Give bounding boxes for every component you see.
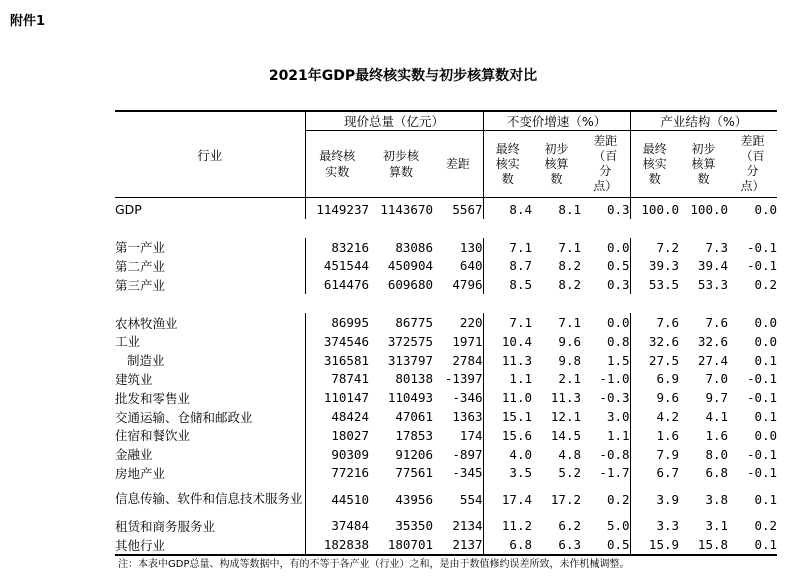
row-value-cell: 6.9 — [630, 370, 679, 389]
row-value-cell: 0.0 — [606, 315, 630, 331]
row-value-cell: 1.1 — [606, 427, 630, 443]
row-value-cell: 15.6 — [483, 426, 532, 445]
row-value-cell: 451544 — [305, 257, 369, 276]
row-value-cell: 130 — [459, 239, 483, 255]
row-value-cell: 0.2 — [606, 491, 630, 507]
row-value-cell: 77216 — [305, 464, 369, 483]
row-value-cell: 100.0 — [630, 198, 679, 219]
row-value-cell: 35350 — [395, 518, 433, 534]
row-value-cell: 32.6 — [630, 332, 679, 351]
row-value-cell: 0.5 — [606, 258, 630, 274]
gdp-comparison-table — [115, 110, 777, 556]
table-row — [115, 275, 777, 294]
attachment-label: 附件1 — [10, 14, 46, 29]
row-value-cell: 450904 — [387, 258, 433, 274]
row-value-cell: 1149237 — [305, 198, 369, 219]
row-value-cell: -897 — [452, 446, 483, 462]
row-value-cell: -0.3 — [599, 390, 630, 406]
row-value-cell: 8.2 — [558, 258, 581, 274]
row-value-cell: 110493 — [387, 390, 433, 406]
row-value-cell: 86775 — [395, 315, 433, 331]
row-value-cell: 17853 — [395, 427, 433, 443]
row-value-cell: 2784 — [452, 352, 483, 368]
row-industry-name: 第二产业 — [115, 258, 166, 274]
row-value-cell: 39.3 — [630, 257, 679, 276]
row-value-cell: 374546 — [305, 332, 369, 351]
row-industry-name: 制造业 — [127, 353, 165, 369]
row-value-cell: 77561 — [395, 465, 433, 481]
row-industry-name: 房地产业 — [115, 465, 166, 481]
row-value-cell: 1971 — [452, 333, 483, 349]
table-row — [115, 370, 777, 389]
row-value-cell: 44510 — [305, 482, 369, 516]
row-value-cell: 47061 — [395, 409, 433, 425]
row-value-cell: 53.3 — [697, 277, 729, 293]
row-value-cell: 182838 — [305, 535, 369, 555]
row-value-cell: 0.0 — [754, 427, 778, 443]
row-value-cell: 554 — [459, 491, 483, 507]
row-value-cell: 78741 — [305, 370, 369, 389]
row-value-cell: 8.1 — [558, 201, 581, 217]
row-value-cell: 9.8 — [558, 352, 581, 368]
row-value-cell: 37484 — [305, 516, 369, 535]
table-row — [115, 198, 777, 219]
table-body — [115, 198, 777, 555]
row-value-cell: 8.7 — [483, 257, 532, 276]
row-value-cell: 6.2 — [558, 518, 581, 534]
row-value-cell: 313797 — [387, 352, 433, 368]
row-value-cell: 3.5 — [483, 464, 532, 483]
row-value-cell: -0.1 — [746, 239, 778, 255]
header-group-structure: 产业结构（%） — [630, 111, 777, 131]
table-row — [115, 426, 777, 445]
row-value-cell: -0.1 — [746, 465, 778, 481]
row-value-cell: 2.1 — [558, 371, 581, 387]
header-value-diff: 差距 — [445, 157, 470, 171]
table-row — [115, 407, 777, 426]
row-value-cell: 11.3 — [550, 390, 581, 406]
row-value-cell: 14.5 — [550, 427, 581, 443]
row-value-cell: 10.4 — [483, 332, 532, 351]
row-value-cell: 4796 — [452, 277, 483, 293]
row-value-cell: 0.2 — [754, 277, 778, 293]
row-industry-name: 工业 — [115, 334, 141, 350]
row-value-cell: 0.1 — [728, 535, 777, 555]
row-value-cell: 8.4 — [483, 198, 532, 219]
row-value-cell: 86995 — [305, 313, 369, 332]
header-value-prelim: 初步核算数 — [382, 149, 419, 179]
row-value-cell: 7.1 — [558, 315, 581, 331]
row-value-cell: 614476 — [305, 275, 369, 294]
row-industry-name: 第三产业 — [115, 277, 166, 293]
table-row — [115, 388, 777, 407]
row-value-cell: 11.0 — [483, 388, 532, 407]
row-value-cell: 15.1 — [483, 407, 532, 426]
row-value-cell: 7.0 — [705, 371, 729, 387]
row-value-cell: 6.8 — [483, 535, 532, 555]
row-value-cell: 15.8 — [679, 535, 728, 555]
row-value-cell: 5.0 — [606, 518, 630, 534]
row-value-cell: 0.8 — [606, 333, 630, 349]
row-value-cell: 8.5 — [483, 275, 532, 294]
table-row — [115, 313, 777, 332]
row-value-cell: 32.6 — [697, 333, 729, 349]
row-industry-name: 批发和零售业 — [115, 390, 191, 406]
row-value-cell: 3.3 — [630, 516, 679, 535]
row-value-cell: -346 — [452, 390, 483, 406]
row-value-cell: 0.3 — [606, 201, 630, 217]
row-value-cell: -345 — [452, 465, 483, 481]
row-value-cell: 0.0 — [754, 333, 778, 349]
row-value-cell: 0.1 — [754, 491, 778, 507]
row-value-cell: 6.3 — [532, 535, 581, 555]
row-value-cell: 9.6 — [630, 388, 679, 407]
row-value-cell: 1.1 — [483, 370, 532, 389]
row-value-cell: 91206 — [395, 446, 433, 462]
header-growth-diff: 差距（百分点） — [593, 134, 618, 193]
row-industry-name: 建筑业 — [115, 371, 153, 387]
row-value-cell: 316581 — [305, 351, 369, 370]
table-row — [115, 332, 777, 351]
row-industry-name: 住宿和餐饮业 — [115, 428, 191, 444]
header-group-growth: 不变价增速（%） — [483, 111, 630, 131]
row-industry-name: GDP — [115, 201, 142, 217]
row-value-cell: 3.1 — [705, 518, 729, 534]
table-row — [115, 535, 777, 555]
row-value-cell: -1.7 — [599, 465, 630, 481]
row-value-cell: 90309 — [305, 445, 369, 464]
table-row — [115, 516, 777, 535]
table-row — [115, 445, 777, 464]
table-row — [115, 238, 777, 257]
row-value-cell: 7.9 — [630, 445, 679, 464]
row-value-cell: 11.2 — [483, 516, 532, 535]
row-value-cell: 8.2 — [558, 277, 581, 293]
spacer-cell — [115, 219, 777, 238]
row-value-cell: 0.1 — [754, 352, 778, 368]
header-structure-diff: 差距（百分点） — [740, 134, 765, 193]
header-group-value: 现价总量（亿元） — [305, 111, 483, 131]
row-industry-name: 租赁和商务服务业 — [115, 518, 216, 534]
row-value-cell: 0.1 — [754, 409, 778, 425]
spacer-row — [115, 219, 777, 238]
row-value-cell: 5567 — [452, 201, 483, 217]
spacer-row — [115, 294, 777, 313]
row-value-cell: 4.0 — [483, 445, 532, 464]
row-industry-name: 金融业 — [115, 447, 153, 463]
row-value-cell: 1.6 — [630, 426, 679, 445]
row-value-cell: 609680 — [387, 277, 433, 293]
row-industry-name: 交通运输、仓储和邮政业 — [115, 409, 253, 425]
row-value-cell: 53.5 — [630, 275, 679, 294]
header-structure-final: 最终核实数 — [642, 141, 667, 186]
row-value-cell: 7.6 — [630, 313, 679, 332]
row-value-cell: 180701 — [369, 535, 433, 555]
row-value-cell: 6.8 — [705, 465, 729, 481]
row-value-cell: 80138 — [395, 371, 433, 387]
row-value-cell: 110147 — [305, 388, 369, 407]
row-value-cell: -0.1 — [746, 390, 778, 406]
row-value-cell: 1.5 — [606, 352, 630, 368]
row-value-cell: 1363 — [452, 409, 483, 425]
row-value-cell: 3.9 — [630, 482, 679, 516]
row-value-cell: 5.2 — [558, 465, 581, 481]
table-row — [115, 257, 777, 276]
row-value-cell: 27.4 — [697, 352, 729, 368]
row-industry-name: 第一产业 — [115, 240, 166, 256]
row-value-cell: 7.2 — [630, 238, 679, 257]
row-value-cell: 3.0 — [606, 409, 630, 425]
row-value-cell: 12.1 — [550, 409, 581, 425]
row-value-cell: 7.3 — [705, 239, 729, 255]
row-value-cell: 6.7 — [630, 464, 679, 483]
row-industry-name: 信息传输、软件和信息技术服务业 — [115, 491, 303, 507]
row-value-cell: 9.6 — [558, 333, 581, 349]
spacer-cell — [115, 294, 777, 313]
row-value-cell: 0.3 — [606, 277, 630, 293]
row-value-cell: 18027 — [305, 426, 369, 445]
header-value-final: 最终核实数 — [319, 149, 356, 179]
table-row — [115, 464, 777, 483]
header-industry: 行业 — [115, 111, 305, 198]
row-value-cell: 174 — [459, 427, 483, 443]
row-value-cell: -0.1 — [746, 446, 778, 462]
row-value-cell: -0.8 — [599, 446, 630, 462]
row-value-cell: 2137 — [433, 535, 483, 555]
row-value-cell: 15.9 — [630, 535, 679, 555]
footnote: 注：本表中GDP总量、构成等数据中，有的不等于各产业（行业）之和，是由于数值修约误差所致，未作机械调整。 — [118, 559, 630, 570]
row-value-cell: -0.1 — [746, 258, 778, 274]
row-value-cell: 640 — [459, 258, 483, 274]
table-title: 2021年GDP最终核实数与初步核算数对比 — [268, 68, 538, 84]
row-value-cell: 0.0 — [754, 201, 778, 217]
row-value-cell: 7.1 — [483, 238, 532, 257]
row-value-cell: -1.0 — [599, 371, 630, 387]
row-industry-name: 农林牧渔业 — [115, 315, 178, 331]
row-value-cell: 1143670 — [380, 201, 433, 217]
row-value-cell: 27.5 — [630, 351, 679, 370]
header-structure-prelim: 初步核算数 — [691, 141, 716, 186]
row-value-cell: 17.2 — [550, 491, 581, 507]
row-value-cell: -0.1 — [746, 371, 778, 387]
row-value-cell: 372575 — [387, 333, 433, 349]
row-value-cell: 7.6 — [705, 315, 729, 331]
row-value-cell: 48424 — [305, 407, 369, 426]
row-value-cell: 0.0 — [606, 239, 630, 255]
row-value-cell: 43956 — [395, 491, 433, 507]
header-growth-prelim: 初步核算数 — [544, 141, 569, 186]
row-value-cell: 17.4 — [483, 482, 532, 516]
row-value-cell: 3.8 — [705, 491, 729, 507]
header-growth-final: 最终核实数 — [495, 141, 520, 186]
table-row — [115, 351, 777, 370]
row-value-cell: 83086 — [395, 239, 433, 255]
row-value-cell: 83216 — [305, 238, 369, 257]
row-value-cell: 100.0 — [690, 201, 729, 217]
row-value-cell: 0.0 — [754, 315, 778, 331]
row-value-cell: 220 — [459, 315, 483, 331]
row-value-cell: 4.8 — [558, 446, 581, 462]
row-value-cell: 8.0 — [705, 446, 729, 462]
row-value-cell: 4.1 — [705, 409, 729, 425]
row-value-cell: 4.2 — [630, 407, 679, 426]
row-value-cell: 2134 — [452, 518, 483, 534]
row-value-cell: 11.3 — [483, 351, 532, 370]
row-value-cell: 39.4 — [697, 258, 729, 274]
row-value-cell: 1.6 — [705, 427, 729, 443]
row-industry-name: 其他行业 — [115, 535, 305, 555]
row-value-cell: 0.2 — [754, 518, 778, 534]
table-row — [115, 482, 777, 516]
row-value-cell: -1397 — [444, 371, 483, 387]
row-value-cell: 0.5 — [581, 535, 630, 555]
row-value-cell: 7.1 — [483, 313, 532, 332]
row-value-cell: 9.7 — [705, 390, 729, 406]
row-value-cell: 7.1 — [558, 239, 581, 255]
